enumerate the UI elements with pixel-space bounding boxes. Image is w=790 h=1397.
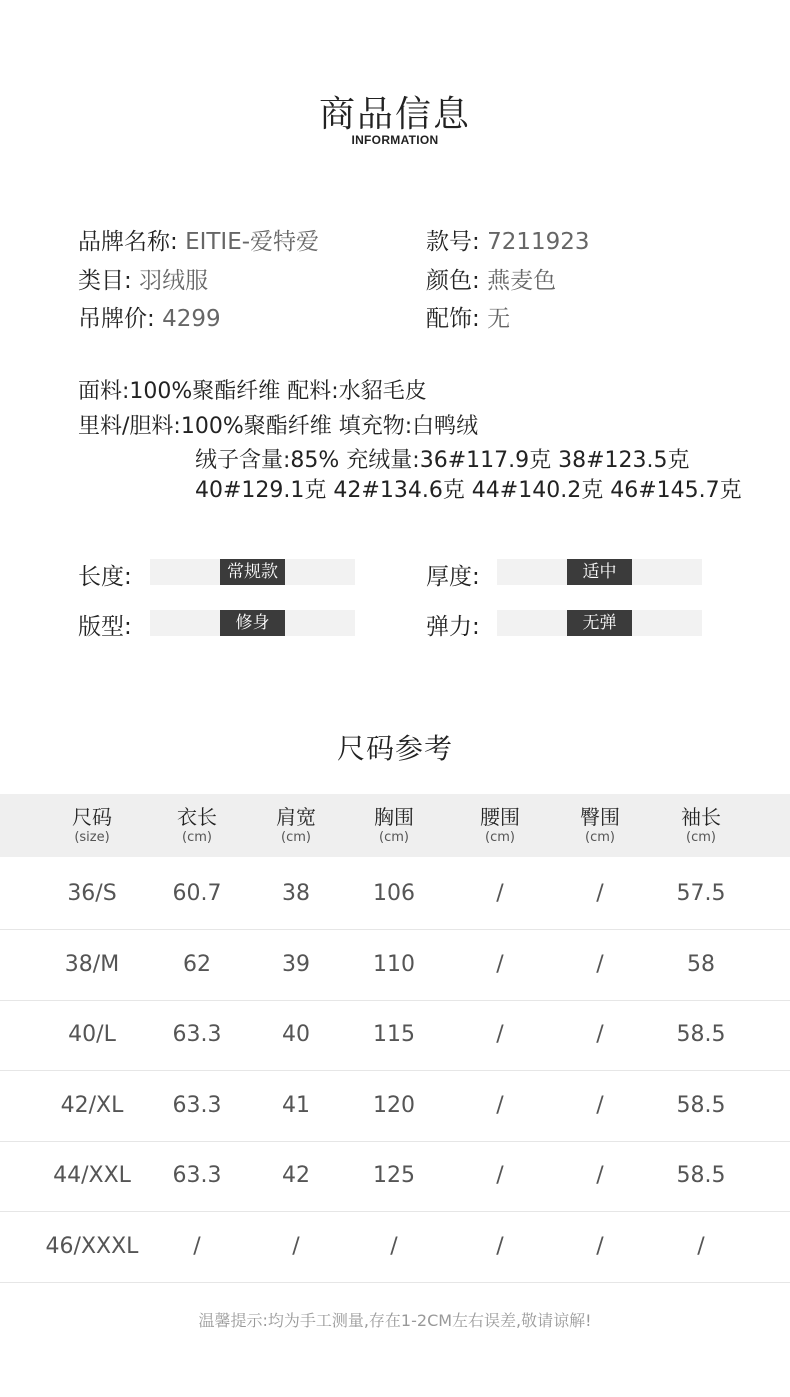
color-field <box>426 262 556 295</box>
column-header-label: 尺码 <box>72 805 112 829</box>
fill-weight-line: 40#129.1克 42#134.6克 44#140.2克 46#145.7克 <box>195 478 742 503</box>
column-header <box>374 804 414 846</box>
column-header-unit: (cm) <box>585 830 615 845</box>
color-value: 燕麦色 <box>487 268 557 294</box>
table-cell: / <box>496 1093 504 1118</box>
column-header-unit: (cm) <box>182 830 212 845</box>
thickness-chip: 适中 <box>567 559 632 585</box>
table-cell: / <box>390 1234 398 1259</box>
table-cell: 36/S <box>67 881 117 906</box>
table-cell: 42 <box>282 1163 310 1188</box>
column-header-unit: (cm) <box>379 830 409 845</box>
table-cell: 62 <box>183 952 211 977</box>
elasticity-chip: 无弹 <box>567 610 632 636</box>
page-subtitle: INFORMATION <box>351 133 439 147</box>
column-header-label: 肩宽 <box>276 805 316 829</box>
style-number-label: 款号: <box>426 229 480 255</box>
table-row <box>0 999 790 1071</box>
table-cell: 40 <box>282 1022 310 1047</box>
table-cell: 106 <box>373 881 415 906</box>
length-chip: 常规款 <box>220 559 285 585</box>
table-cell: / <box>697 1234 705 1259</box>
table-cell: 58.5 <box>676 1093 726 1118</box>
table-cell: 38 <box>282 881 310 906</box>
table-cell: / <box>496 1234 504 1259</box>
table-cell: / <box>496 1022 504 1047</box>
table-cell: 58 <box>687 952 715 977</box>
column-header-unit: (cm) <box>485 830 515 845</box>
page-title: 商品信息 <box>318 94 471 135</box>
table-cell: 57.5 <box>676 881 726 906</box>
column-header-label: 袖长 <box>681 805 721 829</box>
table-cell: 39 <box>282 952 310 977</box>
table-cell: 120 <box>373 1093 415 1118</box>
column-header-label: 胸围 <box>374 805 414 829</box>
size-chart-title: 尺码参考 <box>336 732 453 765</box>
brand-value: EITIE-爱特爱 <box>185 229 320 255</box>
table-row <box>0 1211 790 1283</box>
table-cell: 42/XL <box>60 1093 124 1118</box>
column-header <box>480 804 520 846</box>
column-header <box>276 804 316 846</box>
column-header-unit: (cm) <box>281 830 311 845</box>
table-row <box>0 1070 790 1142</box>
column-header <box>72 804 112 846</box>
length-label: 长度: <box>78 564 132 590</box>
color-label: 颜色: <box>426 268 480 294</box>
table-cell: / <box>496 881 504 906</box>
table-cell: 63.3 <box>172 1093 222 1118</box>
column-header <box>681 804 721 846</box>
table-row <box>0 929 790 1001</box>
table-cell: 46/XXXL <box>45 1234 139 1259</box>
table-cell: 60.7 <box>172 881 222 906</box>
table-cell: 44/XXL <box>53 1163 131 1188</box>
table-cell: / <box>496 1163 504 1188</box>
fit-bar <box>150 610 355 636</box>
style-number-value: 7211923 <box>487 229 590 255</box>
length-bar <box>150 559 355 585</box>
table-cell: / <box>596 952 604 977</box>
table-cell: 40/L <box>68 1022 116 1047</box>
thickness-label: 厚度: <box>426 564 480 590</box>
brand-field <box>78 223 319 256</box>
thickness-bar <box>497 559 702 585</box>
measurement-note: 温馨提示:均为手工测量,存在1-2CM左右误差,敬请谅解! <box>198 1311 592 1330</box>
table-cell: 38/M <box>64 952 120 977</box>
table-cell: 110 <box>373 952 415 977</box>
table-cell: 58.5 <box>676 1163 726 1188</box>
table-cell: / <box>596 881 604 906</box>
table-cell: / <box>596 1093 604 1118</box>
lining-line: 里料/胆料:100%聚酯纤维 填充物:白鸭绒 <box>78 414 479 439</box>
table-cell: / <box>596 1163 604 1188</box>
price-label: 吊牌价: <box>78 306 155 332</box>
column-header <box>580 804 620 846</box>
table-cell: 115 <box>373 1022 415 1047</box>
down-content-line: 绒子含量:85% 充绒量:36#117.9克 38#123.5克 <box>195 448 690 473</box>
table-cell: / <box>596 1022 604 1047</box>
category-value: 羽绒服 <box>139 268 209 294</box>
size-table-header <box>0 794 790 857</box>
brand-label: 品牌名称: <box>78 229 178 255</box>
accessory-label: 配饰: <box>426 306 480 332</box>
table-cell: 41 <box>282 1093 310 1118</box>
column-header-label: 臀围 <box>580 805 620 829</box>
accessory-field <box>426 300 510 333</box>
table-row <box>0 858 790 930</box>
table-cell: / <box>496 952 504 977</box>
fabric-line: 面料:100%聚酯纤维 配料:水貂毛皮 <box>78 379 427 404</box>
category-field <box>78 262 208 295</box>
price-value: 4299 <box>162 306 221 332</box>
elasticity-bar <box>497 610 702 636</box>
table-cell: 125 <box>373 1163 415 1188</box>
table-cell: / <box>193 1234 201 1259</box>
table-cell: 63.3 <box>172 1163 222 1188</box>
style-number-field <box>426 223 590 256</box>
elasticity-label: 弹力: <box>426 614 480 640</box>
category-label: 类目: <box>78 268 132 294</box>
column-header-unit: (size) <box>74 830 110 845</box>
fit-label: 版型: <box>78 614 132 640</box>
accessory-value: 无 <box>487 306 511 332</box>
column-header-label: 衣长 <box>177 805 217 829</box>
table-row <box>0 1140 790 1212</box>
fit-chip: 修身 <box>220 610 285 636</box>
table-cell: 63.3 <box>172 1022 222 1047</box>
column-header-label: 腰围 <box>480 805 520 829</box>
column-header <box>177 804 217 846</box>
table-cell: 58.5 <box>676 1022 726 1047</box>
table-cell: / <box>292 1234 300 1259</box>
price-field <box>78 300 221 333</box>
column-header-unit: (cm) <box>686 830 716 845</box>
table-cell: / <box>596 1234 604 1259</box>
